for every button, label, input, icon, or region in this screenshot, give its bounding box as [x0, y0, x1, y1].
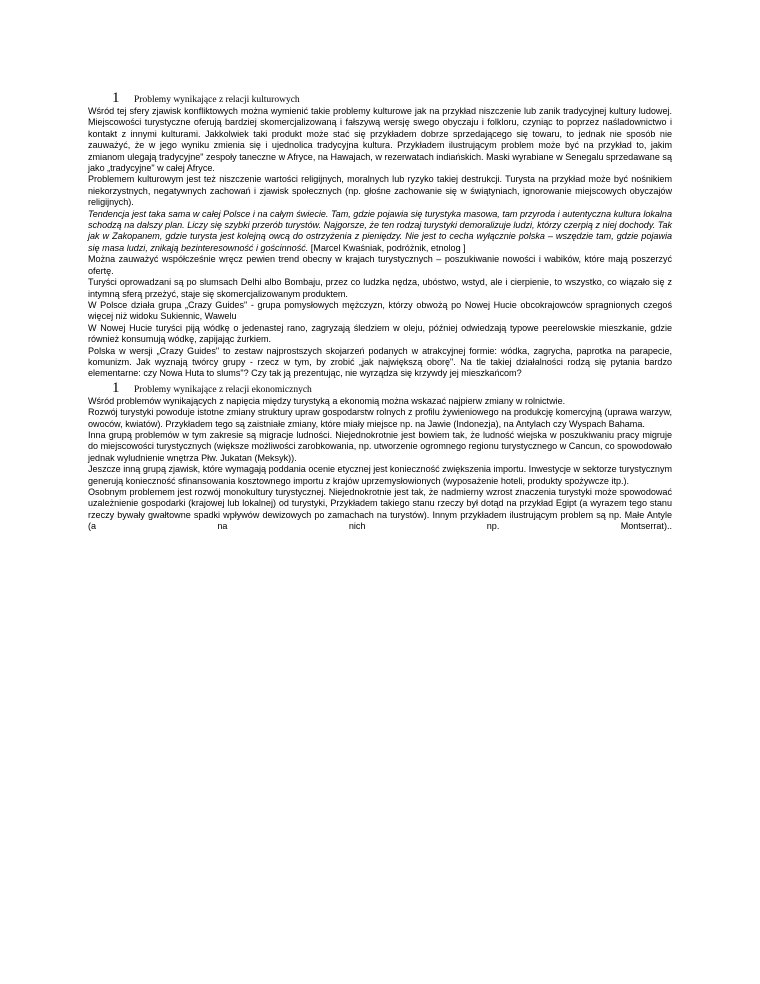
paragraph: Wśród tej sfery zjawisk konfliktowych można wymienić takie problemy kulturowe jak na przykład niszczenie lub zanik tradycyjnej kultury ludowej. Miejscowości turystyczne oferują bardziej skomercjalizowaną i fałszywą wersję swego obyczaju i folkloru, czyniąc to poprzez naśladownictwo i kontakt z innymi kulturami. Jakkolwiek taki produkt może stać się przykładem dobrze sprzedającego się towaru, to jednak nie sposób nie zauważyć, że w jego wyniku zmienia się i ujednolica tradycyjna kultura. Przykładem ilustrującym problem może być na przykład to, jakim zmianom ulegają tradycyjne" zespoły taneczne w Afryce, na Hawajach, w rezerwatach indiańskich. Maski wyrabiane w Senegalu sprzedawane są jako „tradycyjne" w całej Afryce. — [88, 106, 672, 174]
paragraph: Inna grupą problemów w tym zakresie są migracje ludności. Niejednokrotnie jest bowiem tak, że ludność wiejska w poszukiwaniu pracy migruje do miejscowości turystycznych (większe możliwości zarobkowania, np. utworzenie ogromnego regionu turystycznego w Cancun, co spowodowało jednak wyludnienie wnętrza Płw. Jukatan (Meksyk)). — [88, 429, 672, 463]
paragraph: Polska w wersji „Crazy Guides" to zestaw najprostszych skojarzeń podanych w atrakcyjnej formie: wódka, zagrycha, paprotka na parapecie, komunizm. Jak wyznają twórcy grupy - rzecz w tym, by zrobić „jak największą oborę". Na tle takiej działalności rodzą się pytania bardzo elementarne: czy Nowa Huta to slums"? Czy tak ją prezentując, nie wyrządza się krzywdy jej mieszkańcom? — [88, 345, 672, 379]
paragraph: W Polsce działa grupa „Crazy Guides" - grupa pomysłowych mężczyzn, którzy obwożą po Nowej Hucie obcokrajowców spragnionych czegoś więcej niż widoku Sukiennic, Wawelu — [88, 299, 672, 322]
paragraph: Osobnym problemem jest rozwój monokultury turystycznej. Niejednokrotnie jest tak, że nadmierny wzrost znaczenia turystyki może spowodować uzależnienie gospodarki (krajowej lub lokalnej) od turystyki, Przykładem takiego stanu rzeczy był dotąd na przykład Egipt (a wyrazem tego stanu rzeczy bywały gwałtowne spadki wpływów dewizowych po zamachach na turystów). Innym przykładem ilustrującym problem są np. Małe Antyle (a na nich np. Montserrat).. — [88, 487, 672, 532]
heading-number: 1 — [112, 90, 120, 106]
section-heading-economic — [88, 380, 672, 396]
quote-paragraph — [88, 209, 672, 255]
paragraph: Rozwój turystyki powoduje istotne zmiany struktury upraw gospodarstw rolnych z profilu żywieniowego na produkcję komercyjną (uprawa warzyw, owoców, kwiatów). Przykładem tego są zaistniałe zmiany, które miały miejsce np. na Jawie (Indonezja), na Antylach czy Wyspach Bahama. — [88, 407, 672, 429]
heading-number: 1 — [112, 379, 120, 396]
paragraph: Problemem kulturowym jest też niszczenie wartości religijnych, moralnych lub ryzyko takiej destrukcji. Turysta na przykład może być nośnikiem niekorzystnych, negatywnych zachowań i zjawisk społecznych (np. głośne zachowanie się w świątyniach, ignorowanie miejscowych obyczajów religijnych). — [88, 174, 672, 208]
quote-text: Tendencja jest taka sama w całej Polsce i na całym świecie. Tam, gdzie pojawia się turystyka masowa, tam przyroda i autentyczna kultura lokalna schodzą na dalszy plan. Liczy się szybki przerób turystów. Najgorsze, że ten rodzaj turystyki demoralizuje ludzi, którzy czerpią z niej dochody. Tak jak w Zakopanem, gdzie turysta jest kolejną owcą do ostrzyżenia z pieniędzy. Nie jest to cecha wyłącznie polska – wszędzie tam, gdzie pojawia się masa ludzi, znikają bezinteresowność i gościnność. — [88, 208, 672, 253]
heading-title: Problemy wynikające z relacji ekonomicznych — [134, 384, 312, 395]
document-page — [88, 90, 672, 533]
paragraph: Wśród problemów wynikających z napięcia między turystyką a ekonomią można wskazać najpierw zmiany w rolnictwie. — [88, 395, 566, 406]
quote-attribution: [Marcel Kwaśniak, podróżnik, etnolog ] — [308, 242, 466, 253]
paragraph: Jeszcze inną grupą zjawisk, które wymagają poddania ocenie etycznej jest konieczność zwiększenia importu. Inwestycje w sektorze turystycznym generują konieczność sfinansowania kosztownego importu z krajów uprzemysłowionych (wyposażenie hoteli, produkty spożywcze itp.). — [88, 464, 672, 486]
section-heading-cultural — [88, 90, 672, 106]
paragraph: Turyści oprowadzani są po slumsach Delhi albo Bombaju, przez co ludzka nędza, ubóstwo, wstyd, ale i cierpienie, to wszystko, co wiązało się z intymną sferą przeżyć, staje się skomercjalizowanym produktem. — [88, 277, 672, 299]
paragraph: W Nowej Hucie turyści piją wódkę o jedenastej rano, zagryzają śledziem w oleju, później odwiedzają typowe peerelowskie mieszkanie, gdzie również konsumują wódkę, zapijając żurkiem. — [88, 322, 672, 345]
heading-title: Problemy wynikające z relacji kulturowych — [134, 95, 300, 105]
paragraph: Można zauważyć współcześnie wręcz pewien trend obecny w krajach turystycznych – poszukiwanie nowości i wabików, które mają poszerzyć ofertę. — [88, 254, 672, 276]
